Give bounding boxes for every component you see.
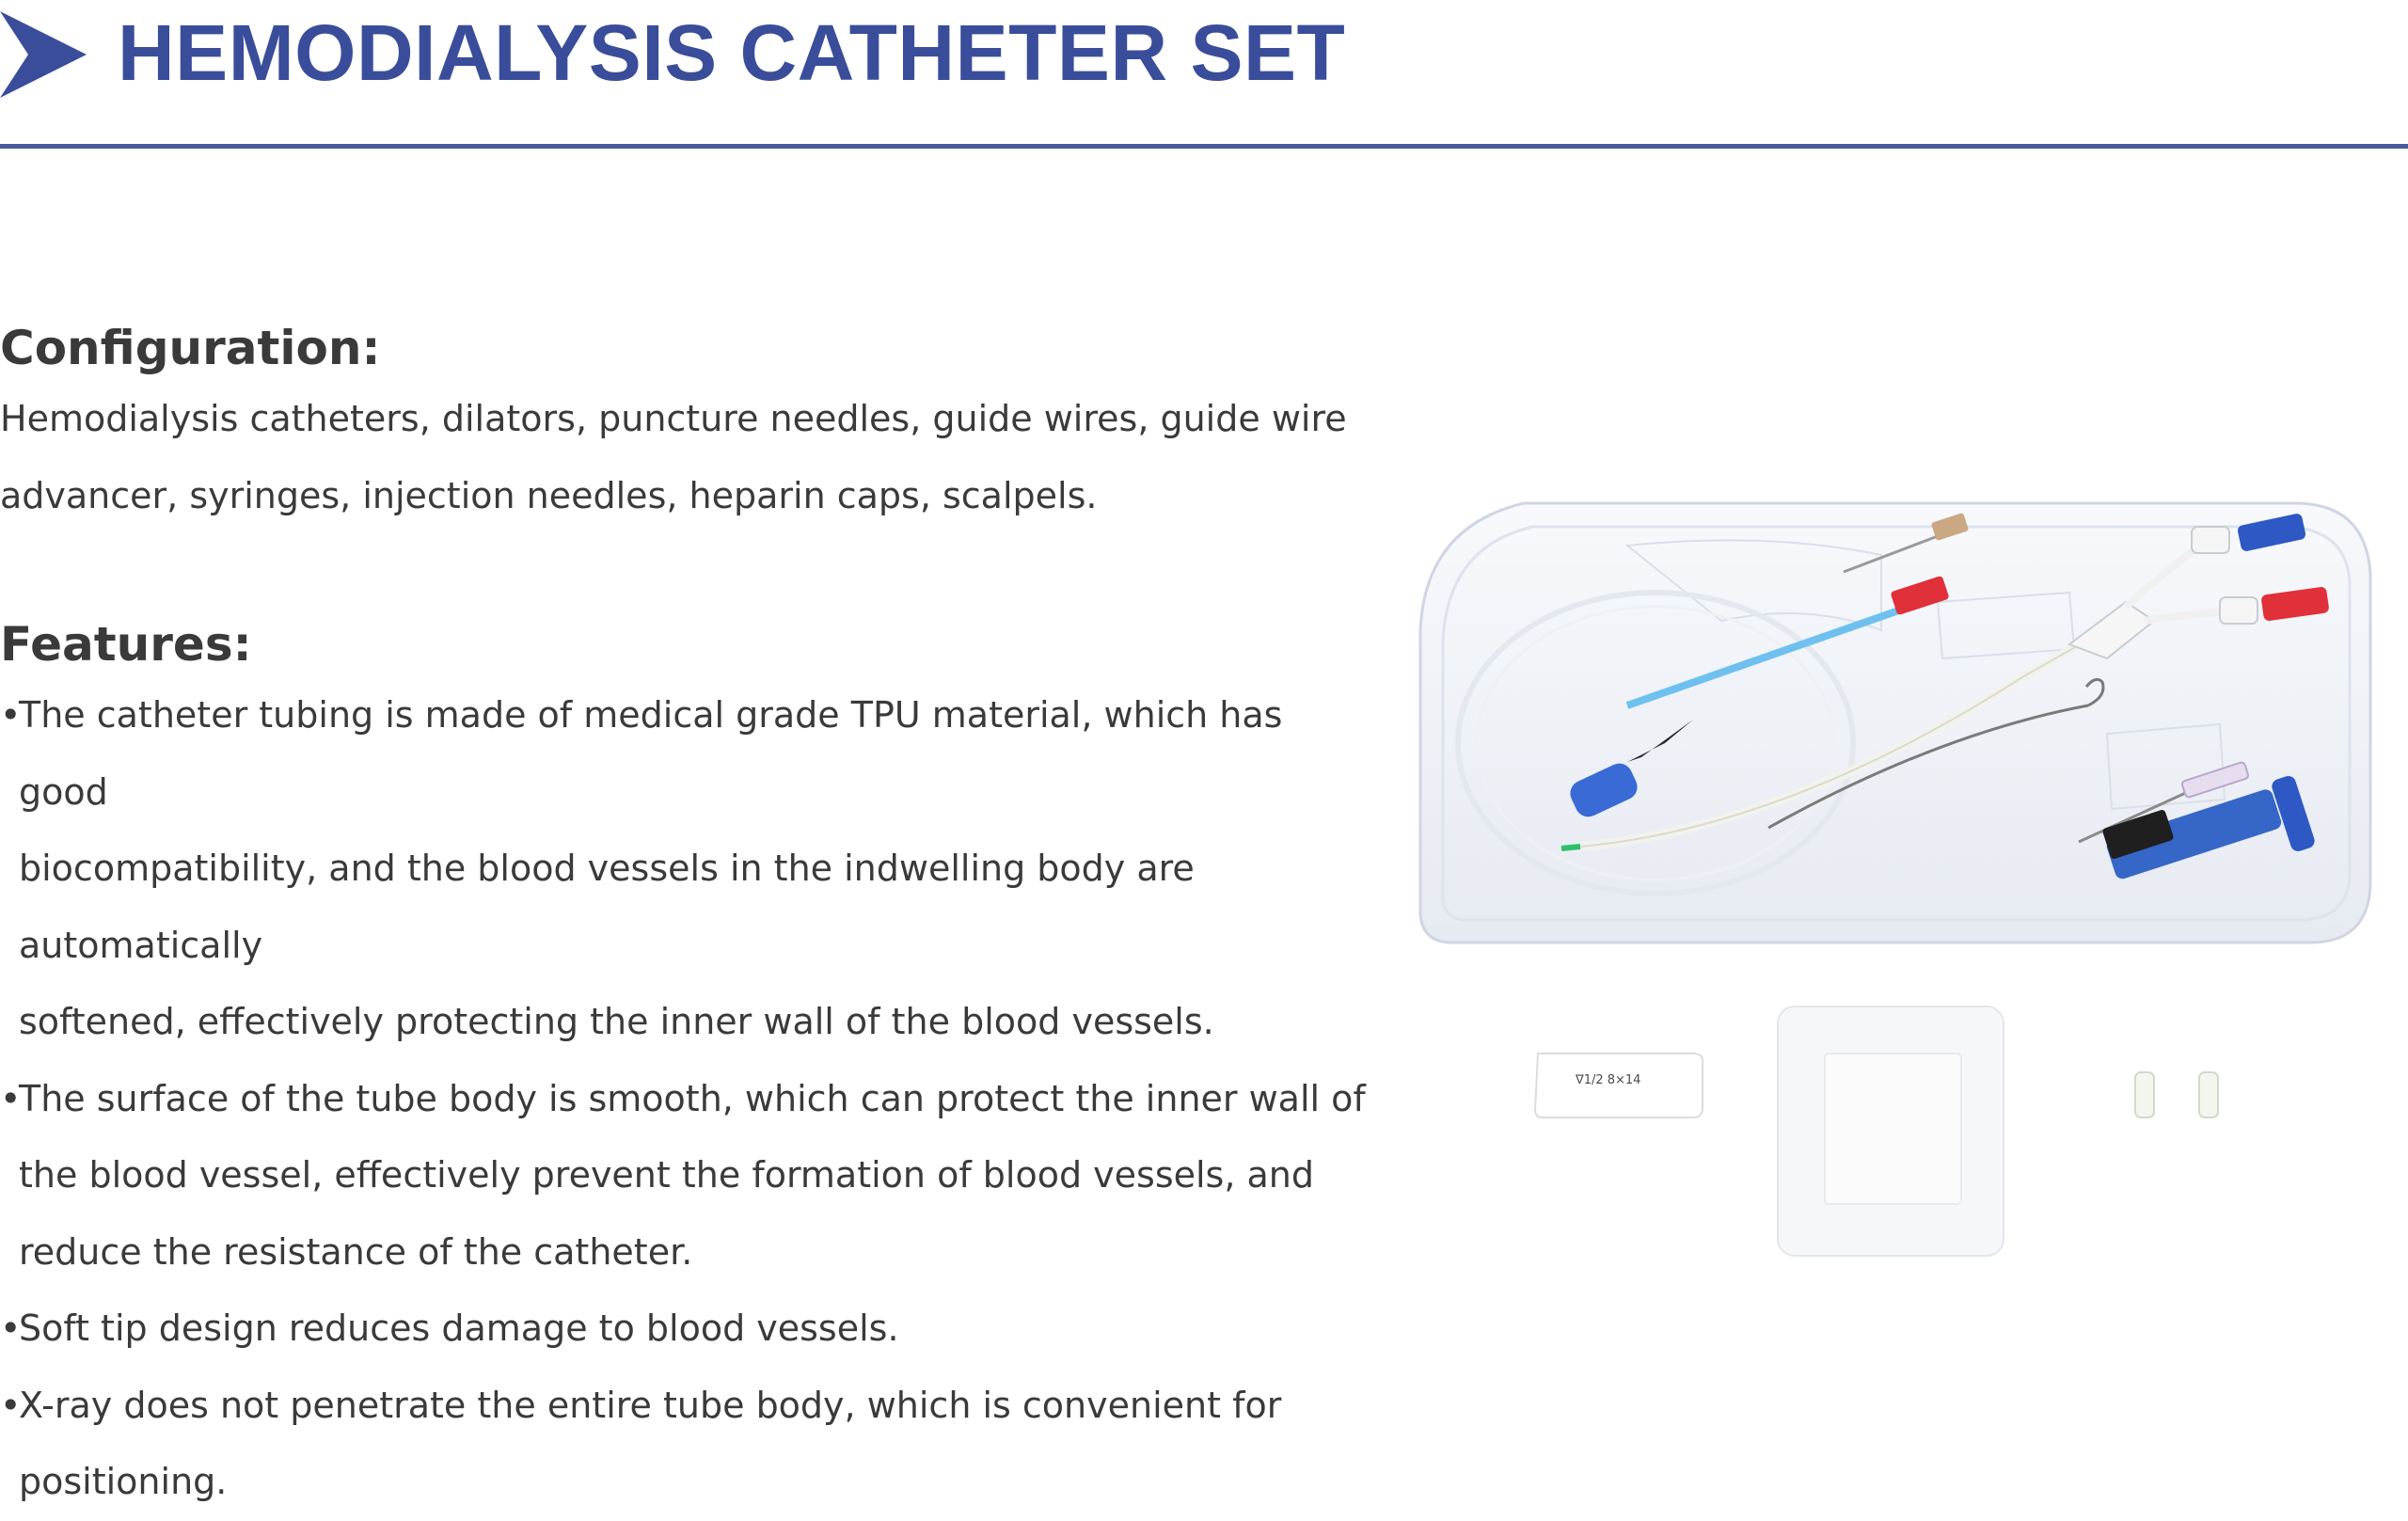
bullet-icon: • <box>0 1077 22 1119</box>
features-heading: Features: <box>0 617 252 672</box>
catheter-tip <box>1561 847 1580 848</box>
feature-item <box>0 1291 1373 1368</box>
feature-item <box>0 1061 1373 1291</box>
bullet-icon: • <box>0 1384 22 1426</box>
needle-label <box>1535 1054 1703 1117</box>
feature-line: X-ray does not penetrate the entire tube body, which is convenient for <box>19 1384 1282 1426</box>
bullet-icon: • <box>0 1307 22 1349</box>
chevron-right-icon <box>0 11 87 98</box>
configuration-body <box>0 381 1373 534</box>
needle-label-text: ∇1/2 8×14 <box>1576 1073 1641 1087</box>
feature-line: The surface of the tube body is smooth, which can protect the inner wall of <box>19 1077 1366 1119</box>
page-title: HEMODIALYSIS CATHETER SET <box>118 8 1346 97</box>
blue-clamp <box>2192 527 2229 553</box>
feature-line: Soft tip design reduces damage to blood vessels. <box>19 1307 899 1349</box>
header-divider <box>0 144 2408 149</box>
wound-dressing <box>1778 1006 2004 1256</box>
feature-line: softened, effectively protecting the inner wall of the blood vessels. <box>19 1001 1214 1042</box>
feature-line: biocompatibility, and the blood vessels in the indwelling body are automatically <box>19 848 1195 966</box>
catheter-kit-photo <box>1411 489 2389 1270</box>
description-column <box>0 315 1373 1521</box>
feature-line: the blood vessel, effectively prevent the formation of blood vessels, and <box>19 1154 1314 1196</box>
feature-item <box>0 677 1373 1061</box>
page-header <box>0 0 2408 151</box>
feature-line: The catheter tubing is made of medical grade TPU material, which has good <box>19 694 1283 813</box>
red-clamp <box>2220 597 2258 624</box>
configuration-line: advancer, syringes, injection needles, heparin caps, scalpels. <box>0 474 1098 516</box>
feature-item <box>0 1368 1373 1521</box>
feature-line: reduce the resistance of the catheter. <box>19 1230 693 1273</box>
feature-line: positioning. <box>19 1461 228 1502</box>
configuration-line: Hemodialysis catheters, dilators, puncture needles, guide wires, guide wire <box>0 398 1347 439</box>
configuration-heading: Configuration: <box>0 321 381 375</box>
bullet-icon: • <box>0 694 22 736</box>
heparin-caps <box>2135 1072 2218 1117</box>
features-list <box>0 677 1373 1521</box>
